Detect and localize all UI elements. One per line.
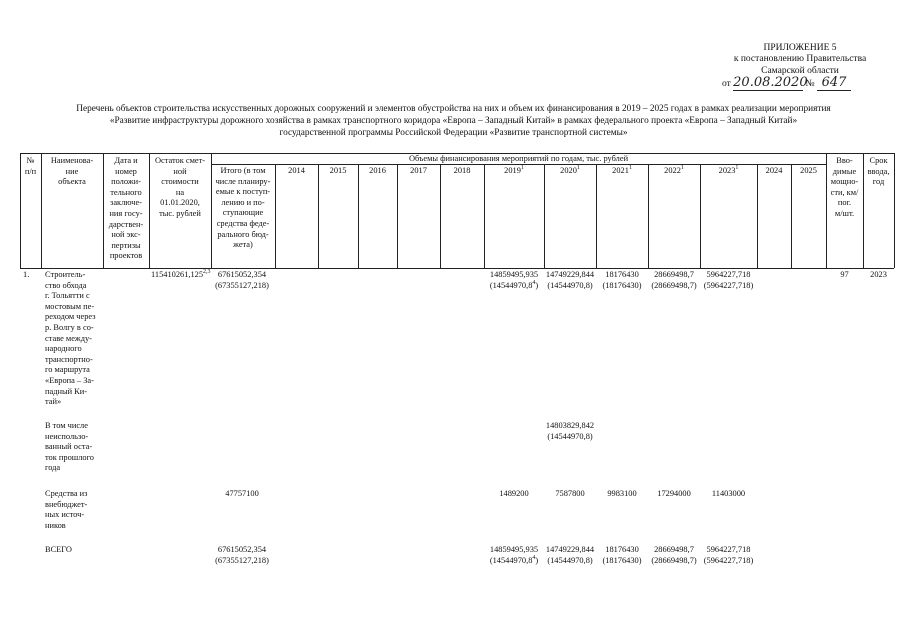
row1-2020: 14749229,844 (14544970,8) bbox=[545, 270, 595, 290]
row1-remaining-cost: 115410261,125$^{2,3}$ bbox=[151, 269, 211, 279]
row1-capacity: 97 bbox=[840, 270, 849, 279]
grid-line bbox=[484, 164, 485, 268]
row2-object-name: В том числе неиспользо- ванный оста- ток прошлого года bbox=[45, 421, 94, 473]
header-year-2014: 2014 bbox=[288, 166, 305, 175]
appendix-line-region: Самарской области bbox=[761, 66, 839, 76]
date-prefix: от bbox=[722, 79, 731, 89]
grid-line bbox=[648, 164, 649, 268]
grid-line bbox=[596, 164, 597, 268]
date-handwritten: 20.08.2020 bbox=[733, 75, 808, 90]
appendix-date-line bbox=[722, 76, 882, 90]
row3-2020: 7587800 bbox=[555, 489, 585, 498]
row1-2023: 5964227,718 (5964227,718) bbox=[703, 270, 754, 290]
row2-2020: 14803829,842 (14544970,8) bbox=[545, 421, 595, 441]
header-col-name: Наименова- ние объекта bbox=[50, 156, 94, 187]
row4-2019: 14859495,935 (14544970,8$^4$) bbox=[489, 545, 539, 565]
row1-number: 1. bbox=[23, 270, 30, 279]
grid-line bbox=[544, 164, 545, 268]
grid-line bbox=[700, 164, 701, 268]
number-prefix: № bbox=[805, 79, 815, 89]
grid-line bbox=[440, 164, 441, 268]
header-year-2019: 2019$^1$ bbox=[504, 165, 524, 175]
header-year-2015: 2015 bbox=[329, 166, 347, 175]
row4-total: 67615052,354 (67355127,218) bbox=[215, 545, 269, 565]
header-col-number: № п/п bbox=[24, 156, 37, 176]
grid-line bbox=[318, 164, 319, 268]
row3-object-name: Средства из внебюджет- ных источ- ников bbox=[45, 489, 88, 530]
row3-2023: 11403000 bbox=[711, 489, 746, 498]
header-year-2018: 2018 bbox=[453, 166, 471, 175]
header-year-2016: 2016 bbox=[369, 166, 386, 175]
row4-2021: 18176430 (18176430) bbox=[602, 545, 642, 565]
header-year-2022: 2022$^1$ bbox=[664, 165, 684, 175]
header-year-2021: 2021$^1$ bbox=[612, 165, 632, 175]
row3-total: 47757100 bbox=[225, 489, 259, 498]
row4-2023: 5964227,718 (5964227,718) bbox=[703, 545, 754, 565]
header-col-term: Срок ввода, год bbox=[867, 156, 890, 187]
row1-2021: 18176430 (18176430) bbox=[602, 270, 642, 290]
header-year-2017: 2017 bbox=[410, 166, 427, 175]
row1-2022: 28669498,7 (28669498,7) bbox=[651, 270, 697, 290]
header-year-2023: 2023$^1$ bbox=[718, 165, 739, 175]
grid-line bbox=[894, 153, 895, 268]
appendix-line-resolution: к постановлению Правительства bbox=[733, 54, 867, 64]
table-header-bottom bbox=[20, 268, 894, 269]
row4-object-name: ВСЕГО bbox=[45, 545, 72, 554]
grid-line bbox=[397, 164, 398, 268]
title-line-3: государственной программы Российской Федерации «Развитие транспортной системы» bbox=[279, 128, 628, 138]
row1-term: 2023 bbox=[870, 270, 887, 279]
grid-line bbox=[791, 164, 792, 268]
row4-2022: 28669498,7 (28669498,7) bbox=[651, 545, 697, 565]
grid-line bbox=[358, 164, 359, 268]
appendix-heading: ПРИЛОЖЕНИЕ 5 bbox=[763, 43, 837, 53]
header-year-2024: 2024 bbox=[765, 166, 783, 175]
header-group-financing: Объемы финансирования мероприятий по годам, тыс. рублей bbox=[408, 154, 629, 163]
header-year-2020: 2020$^1$ bbox=[560, 165, 580, 175]
number-handwritten: 647 bbox=[817, 76, 851, 91]
header-col-remaining-cost: Остаток смет- ной стоимости на 01.01.2020, тыс. рублей bbox=[154, 156, 206, 218]
row1-object-name: Строитель- ство обхода г. Тольятти с мостовым пе- реходом через р. Волгу в со- ставе между- народного транспортно- го маршрута «Европа – За- падный Ки- тай» bbox=[45, 270, 96, 407]
row4-2020: 14749229,844 (14544970,8) bbox=[545, 545, 595, 565]
title-line-2: «Развитие инфраструктуры дорожного хозяйства в рамках транспортного коридора «Европа – Западный Китай» в рамках федерального проекта «Европа – Западный Китай» bbox=[109, 116, 798, 126]
row1-2019: 14859495,935 (14544970,8$^4$) bbox=[489, 270, 539, 290]
header-year-2025: 2025 bbox=[800, 166, 817, 175]
row1-total: 67615052,354 (67355127,218) bbox=[215, 270, 269, 290]
document-title bbox=[6, 103, 901, 139]
header-col-expertise-date: Дата и номер положи- тельного заключе- ния госу- дарствен- ной экс- пертизы проектов bbox=[108, 156, 144, 261]
header-col-capacity: Вво- димые мощно- сти, км/ пог. м/шт. bbox=[830, 156, 859, 218]
header-col-total: Итого (в том числе планиру- емые к поступ- лению и по- ступающие средства феде- рального бюд- жета) bbox=[215, 166, 271, 250]
title-line-1: Перечень объектов строительства искусственных дорожных сооружений и элементов обустройства на них и объем их финансирования в 2019 – 2025 годах в рамках реализации мероприятия bbox=[76, 104, 831, 114]
grid-line bbox=[757, 164, 758, 268]
grid-line bbox=[275, 164, 276, 268]
row3-2021: 9983100 bbox=[607, 489, 637, 498]
row3-2019: 1489200 bbox=[499, 489, 529, 498]
row3-2022: 17294000 bbox=[657, 489, 691, 498]
